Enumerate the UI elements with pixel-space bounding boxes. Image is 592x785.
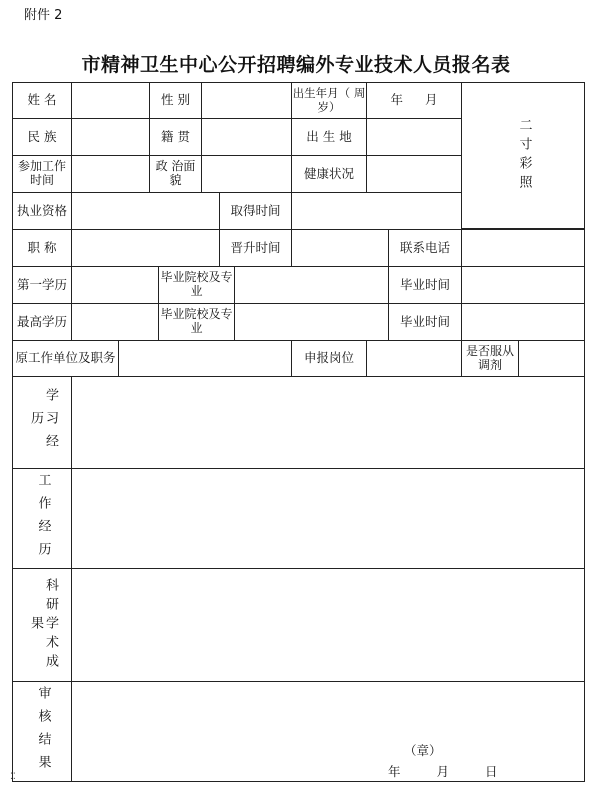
- field-accept-adjust[interactable]: [518, 340, 585, 377]
- field-study-history[interactable]: [71, 376, 585, 469]
- label-school-major-2: 毕业院校及专业: [158, 303, 235, 341]
- label-applied-post: 申报岗位: [291, 340, 367, 377]
- field-promotion-time[interactable]: [291, 229, 389, 267]
- field-name[interactable]: [71, 82, 150, 119]
- label-native-place: 籍 贯: [149, 118, 202, 156]
- field-qualification[interactable]: [71, 192, 220, 230]
- field-gender[interactable]: [201, 82, 292, 119]
- field-health[interactable]: [366, 155, 462, 193]
- label-previous-job: 原工作单位及职务: [12, 340, 119, 377]
- label-grad-time-2: 毕业时间: [388, 303, 462, 341]
- attachment-label: 附件 2: [24, 8, 63, 23]
- label-title-rank: 职 称: [12, 229, 72, 267]
- field-school-major-2[interactable]: [234, 303, 389, 341]
- label-research-cell: [12, 568, 72, 682]
- field-review[interactable]: [71, 681, 585, 782]
- field-school-major-1[interactable]: [234, 266, 389, 304]
- label-name: 姓 名: [12, 82, 72, 119]
- label-qualification: 执业资格: [12, 192, 72, 230]
- label-promotion-time: 晋升时间: [219, 229, 292, 267]
- date-label: 年 月 日: [388, 764, 498, 779]
- field-applied-post[interactable]: [366, 340, 462, 377]
- form-title: 市精神卫生中心公开招聘编外专业技术人员报名表: [81, 54, 511, 76]
- label-political: 政 治面 貌: [149, 155, 202, 193]
- field-grad-time-1[interactable]: [461, 266, 585, 304]
- label-work-start: 参加工作时间: [12, 155, 72, 193]
- field-native-place[interactable]: [201, 118, 292, 156]
- field-title-rank[interactable]: [71, 229, 220, 267]
- label-birthplace: 出 生 地: [291, 118, 367, 156]
- label-grad-time-1: 毕业时间: [388, 266, 462, 304]
- label-ethnicity: 民 族: [12, 118, 72, 156]
- label-birth: 出生年月（ 周岁）: [291, 82, 367, 119]
- field-previous-job[interactable]: [118, 340, 292, 377]
- label-work-history-cell: [12, 468, 72, 569]
- label-phone: 联系电话: [388, 229, 462, 267]
- field-work-start[interactable]: [71, 155, 150, 193]
- label-health: 健康状况: [291, 155, 367, 193]
- field-grad-time-2[interactable]: [461, 303, 585, 341]
- label-work-history: 工作经历: [35, 472, 51, 565]
- drag-handle-icon: ⁚⁚: [10, 772, 16, 782]
- field-birthplace[interactable]: [366, 118, 462, 156]
- label-obtained-time: 取得时间: [219, 192, 292, 230]
- label-gender: 性 别: [149, 82, 202, 119]
- label-research: 科研学术成果: [28, 577, 58, 673]
- field-highest-degree[interactable]: [71, 303, 159, 341]
- label-highest-degree: 最高学历: [12, 303, 72, 341]
- seal-label: （章）: [404, 743, 442, 758]
- photo-box[interactable]: [461, 82, 585, 229]
- label-photo: 二寸彩照: [516, 117, 532, 194]
- label-review: 审核结果: [35, 685, 51, 778]
- label-accept-adjust: 是否服从调剂: [461, 340, 519, 377]
- field-work-history[interactable]: [71, 468, 585, 569]
- label-study-history-cell: [12, 376, 72, 469]
- field-political[interactable]: [201, 155, 292, 193]
- label-study-history: 学习经历: [28, 388, 58, 457]
- field-obtained-time[interactable]: [291, 192, 462, 230]
- label-review-cell: [12, 681, 72, 782]
- label-first-degree: 第一学历: [12, 266, 72, 304]
- label-school-major-1: 毕业院校及专业: [158, 266, 235, 304]
- field-research[interactable]: [71, 568, 585, 682]
- field-ethnicity[interactable]: [71, 118, 150, 156]
- field-phone[interactable]: [461, 229, 585, 267]
- field-birth-year-month[interactable]: 年 月: [366, 82, 462, 119]
- field-first-degree[interactable]: [71, 266, 159, 304]
